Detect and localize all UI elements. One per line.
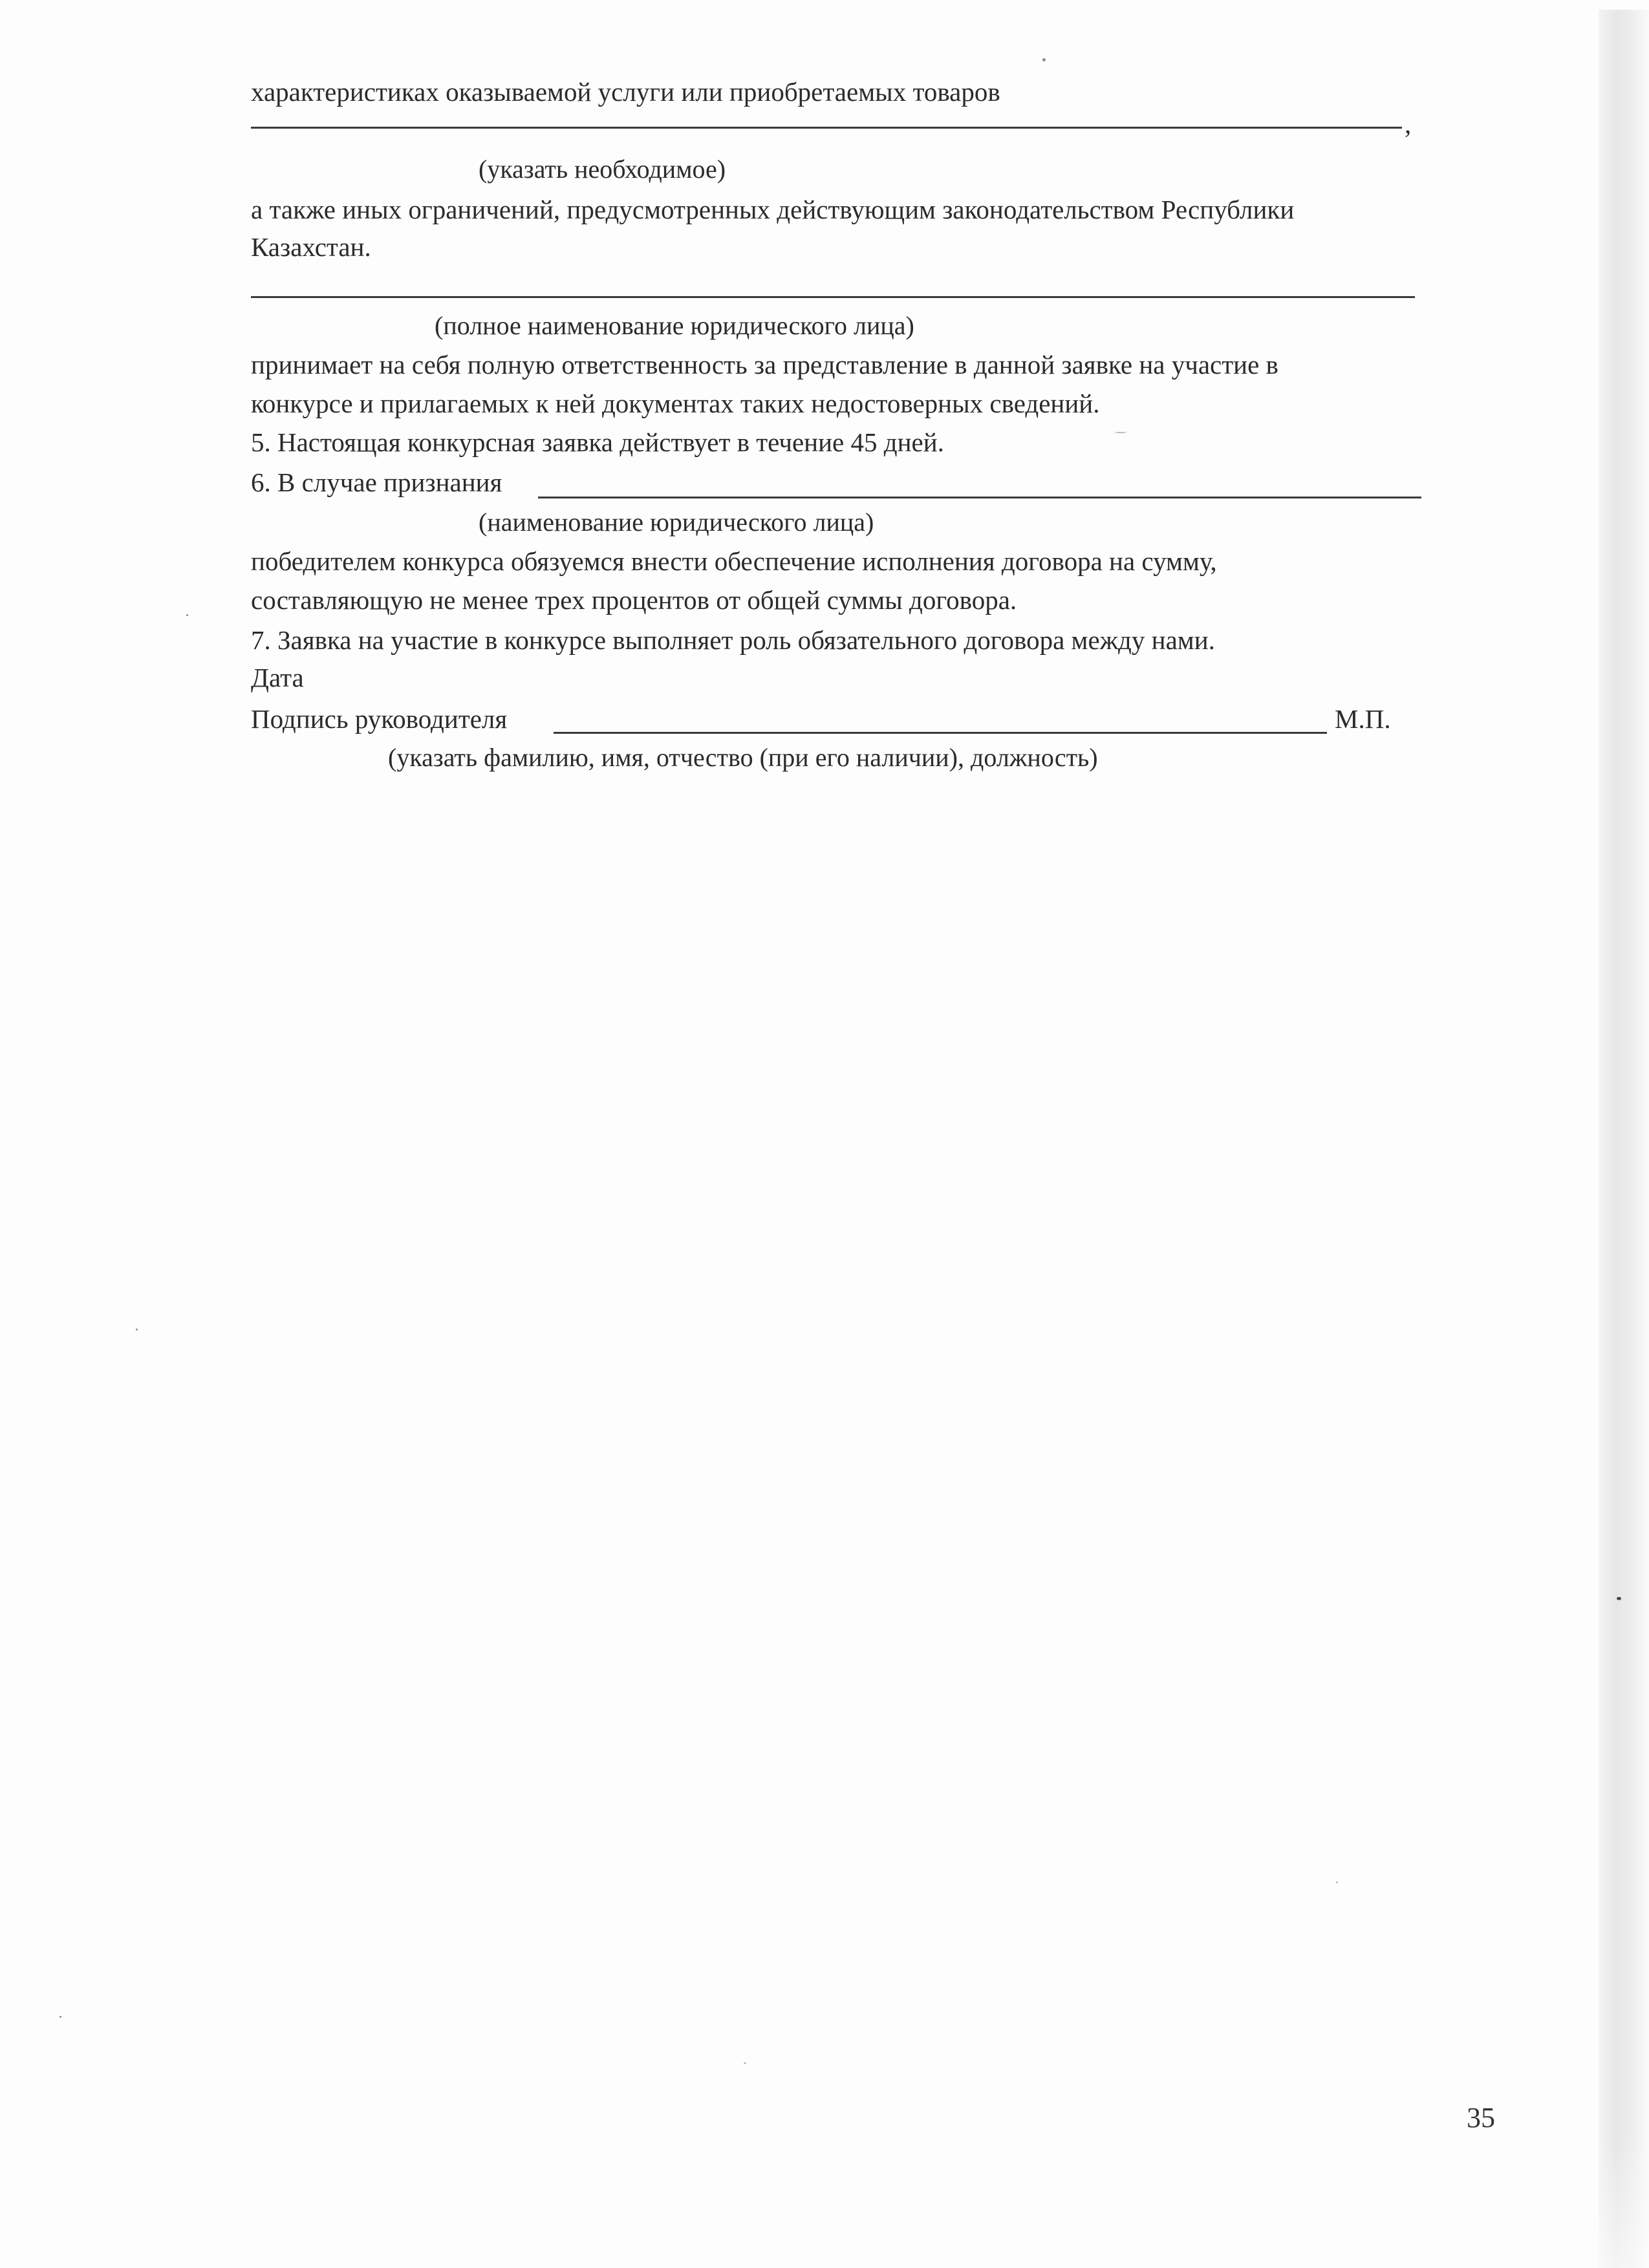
hint-entity-name: (наименование юридического лица) [479, 508, 874, 537]
page-number: 35 [1467, 2102, 1495, 2134]
scan-speck [186, 614, 188, 616]
text-line-documents: конкурсе и прилагаемых к ней документах таких недостоверных сведений. [251, 389, 1100, 418]
text-line-characteristics: характеристиках оказываемой услуги или приобретаемых товаров [251, 77, 1000, 107]
text-line-responsibility: принимает на себя полную ответственность за представление в данной заявке на участие в [251, 350, 1278, 380]
text-line-restrictions: а также иных ограничений, предусмотренных действующим законодательством Республики [251, 195, 1295, 224]
scan-speck [136, 1329, 138, 1331]
fill-line-entity-name [538, 497, 1421, 498]
item-6-label: 6. В случае признания [251, 467, 502, 497]
scan-speck [1115, 432, 1126, 433]
scan-speck [1336, 1881, 1338, 1883]
signature-label: Подпись руководителя [251, 704, 508, 734]
stamp-label: М.П. [1335, 704, 1391, 734]
scan-speck [1042, 58, 1046, 61]
text-comma: , [1405, 109, 1412, 139]
date-label: Дата [251, 663, 304, 692]
item-5: 5. Настоящая конкурсная заявка действует в течение 45 дней. [251, 427, 944, 457]
hint-signature: (указать фамилию, имя, отчество (при его наличии), должность) [388, 743, 1098, 772]
fill-line-signature [554, 732, 1327, 734]
hint-full-name: (полное наименование юридического лица) [435, 311, 914, 340]
text-line-kazakhstan: Казахстан. [251, 232, 371, 262]
hint-required: (указать необходимое) [479, 155, 726, 184]
text-line-winner: победителем конкурса обязуемся внести обеспечение исполнения договора на сумму, [251, 546, 1217, 576]
scan-speck [1617, 1597, 1621, 1600]
fill-line-full-name [251, 296, 1415, 298]
text-line-percent: составляющую не менее трех процентов от общей суммы договора. [251, 585, 1017, 615]
scan-speck [744, 2062, 746, 2064]
item-7: 7. Заявка на участие в конкурсе выполняет роль обязательного договора между нами. [251, 625, 1215, 655]
scan-speck [59, 2016, 61, 2018]
fill-line-required [251, 127, 1402, 129]
